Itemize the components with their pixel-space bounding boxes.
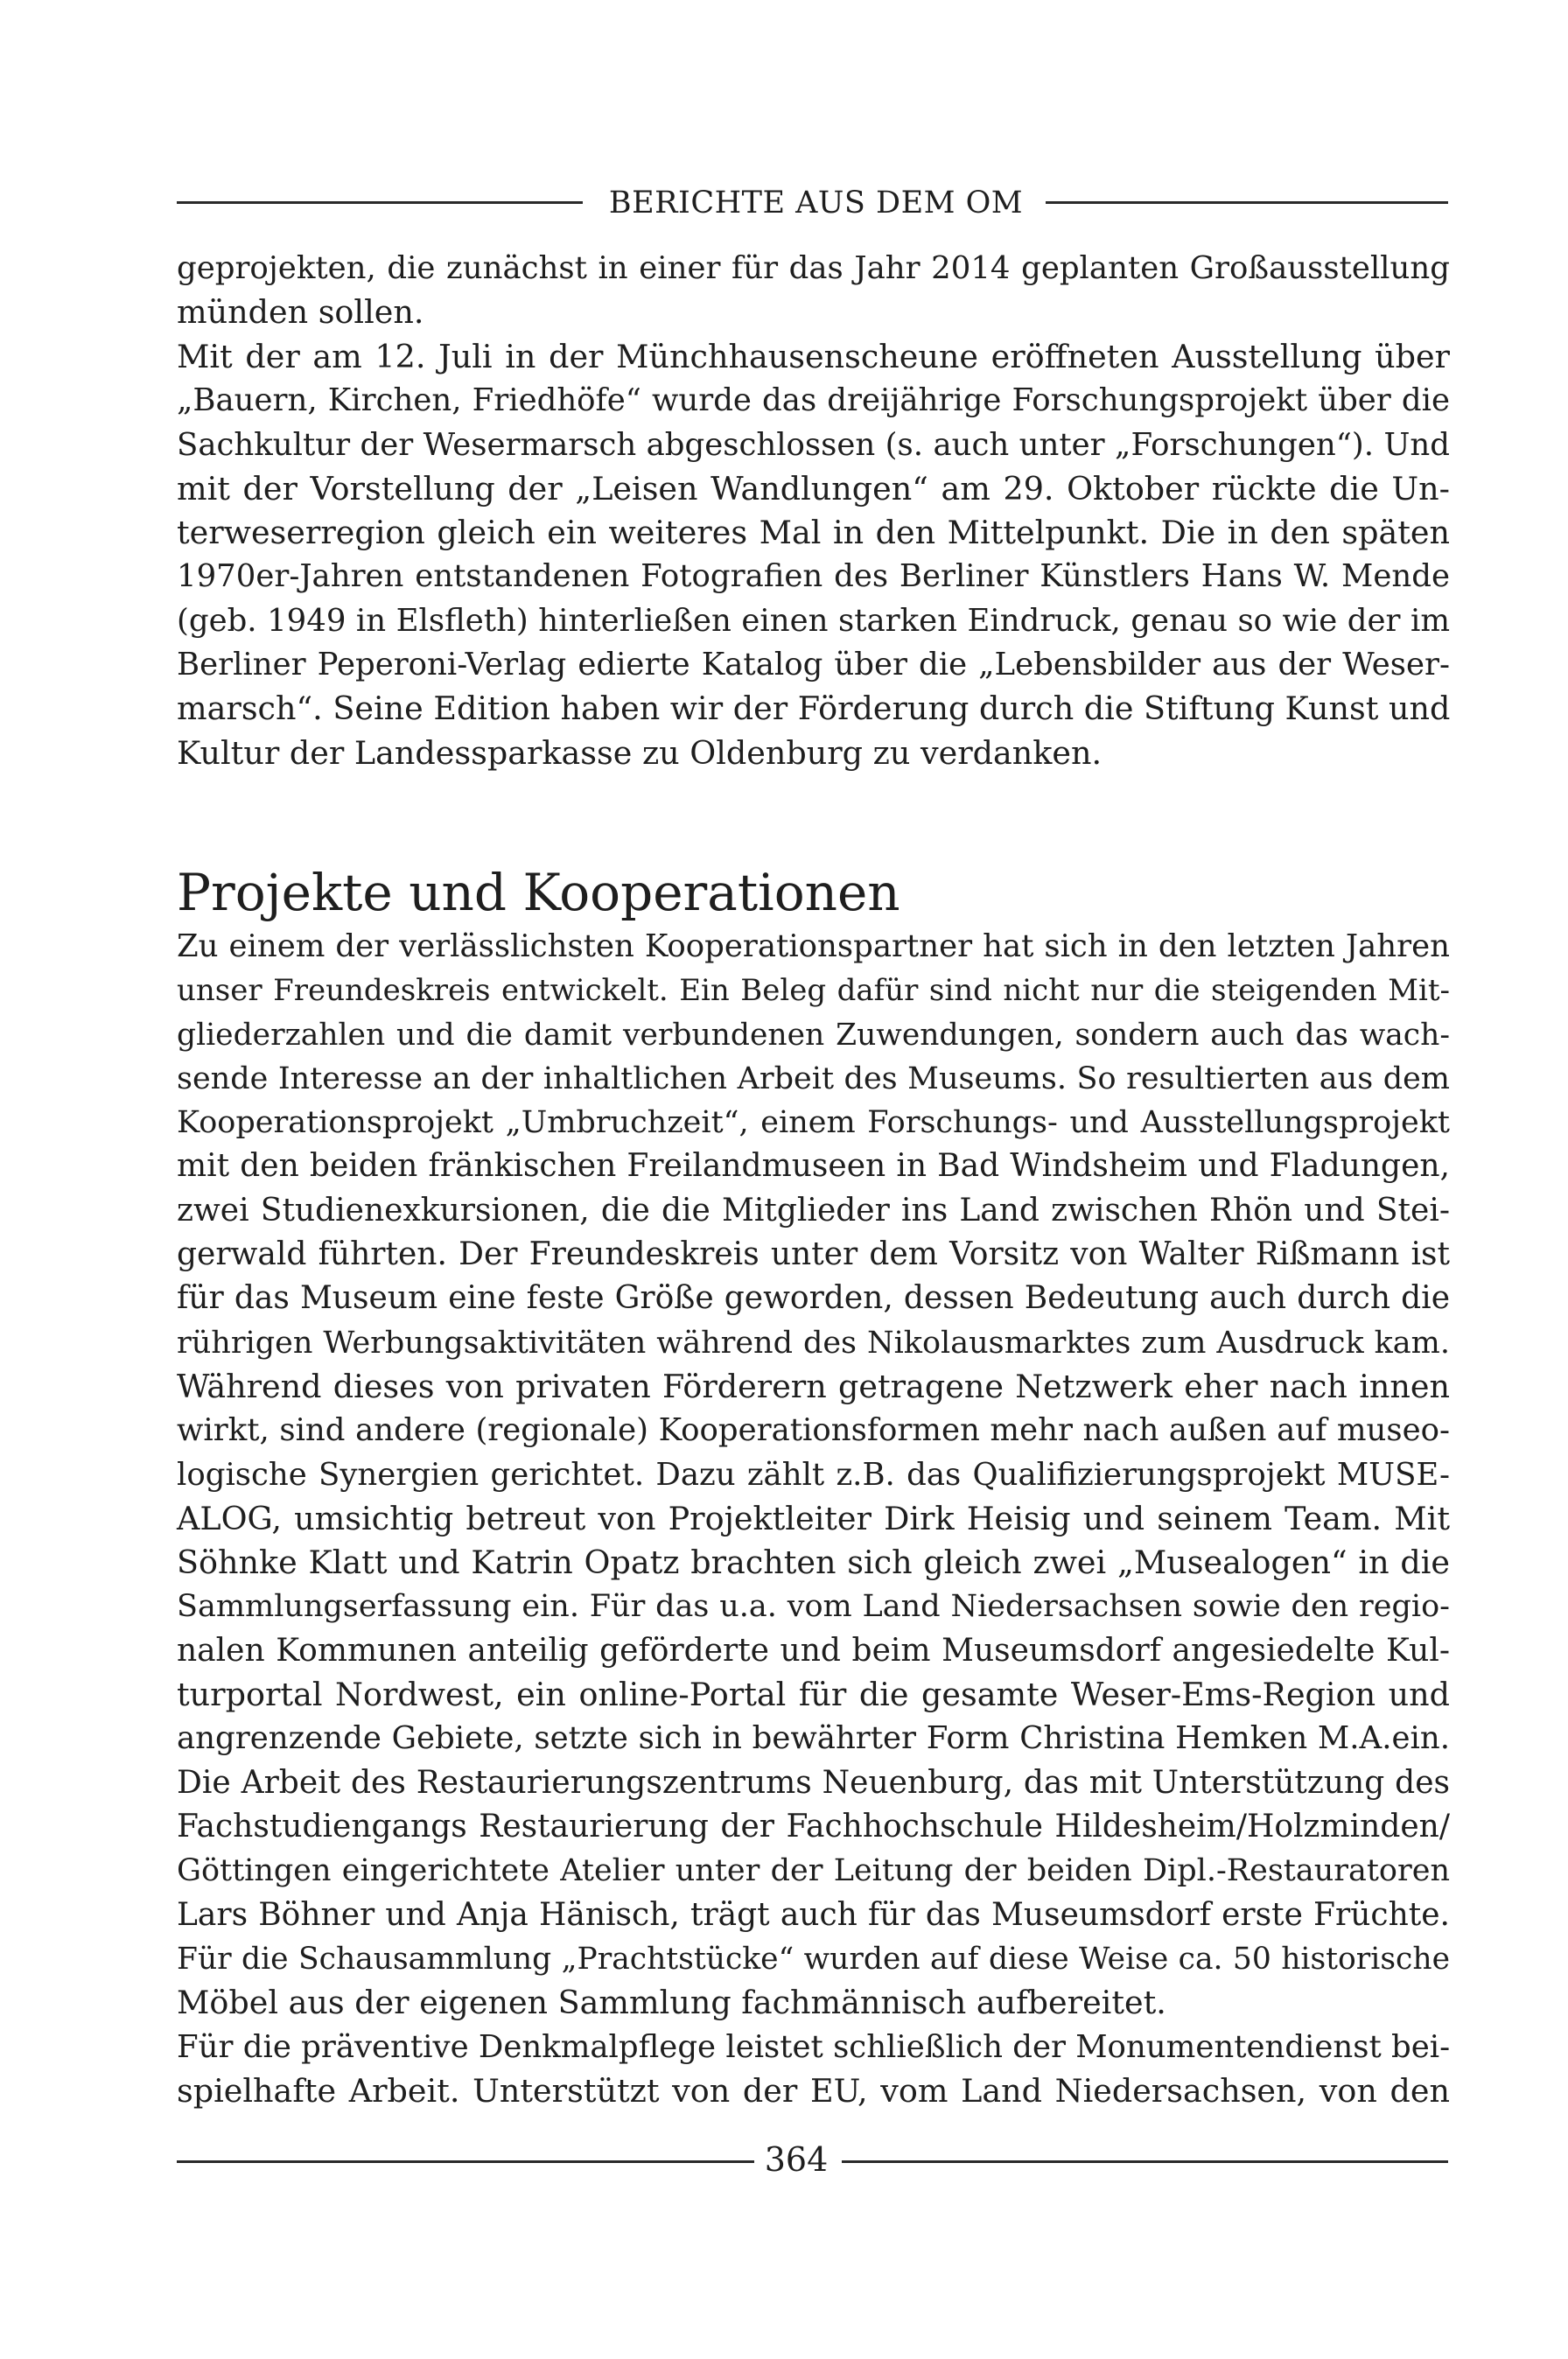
text-line: Söhnke Klatt und Katrin Opatz brachten sich gleich zwei „Musealogen“ in die xyxy=(177,1544,1450,1582)
section-heading: Projekte und Kooperationen xyxy=(177,863,900,922)
text-line: Für die präventive Denkmalpflege leistet schließlich der Monumentendienst bei- xyxy=(177,2029,1451,2065)
text-line: zwei Studienexkursionen, die die Mitglieder ins Land zwischen Rhön und Stei- xyxy=(177,1192,1450,1228)
text-line: „Bauern, Kirchen, Friedhöfe“ wurde das dreijährige Forschungsprojekt über die xyxy=(177,382,1450,419)
text-line: Möbel aus der eigenen Sammlung fachmännisch aufbereitet. xyxy=(177,1984,1166,2022)
text-line: ALOG, umsichtig betreut von Projektleiter Dirk Heisig und seinem Team. Mit xyxy=(177,1499,1450,1537)
text-line: Zu einem der verlässlichsten Kooperationspartner hat sich in den letzten Jahren xyxy=(177,928,1450,964)
text-line: nalen Kommunen anteilig geförderte und beim Museumsdorf angesiedelte Kul- xyxy=(177,1632,1450,1669)
text-line: wirkt, sind andere (regionale) Kooperationsformen mehr nach außen auf museo- xyxy=(177,1412,1450,1449)
footer-rule-right xyxy=(842,2160,1448,2163)
page-number: 364 xyxy=(764,2140,829,2179)
text-line: gliederzahlen und die damit verbundenen Zuwendungen, sondern auch das wach- xyxy=(177,1017,1450,1053)
paragraph-2 xyxy=(177,335,1450,775)
text-line: für das Museum eine feste Größe geworden, dessen Bedeutung auch durch die xyxy=(177,1280,1450,1317)
text-line: Die Arbeit des Restaurierungszentrums Neuenburg, das mit Unterstützung des xyxy=(177,1764,1450,1801)
text-line: (geb. 1949 in Elsfleth) hinterließen einen starken Eindruck, genau so wie der im xyxy=(177,602,1450,639)
text-line: terweserregion gleich ein weiteres Mal in den Mittelpunkt. Die in den späten xyxy=(177,514,1450,552)
text-line: spielhafte Arbeit. Unterstützt von der EU, vom Land Niedersachsen, von den xyxy=(177,2072,1450,2110)
text-line: Für die Schausammlung „Prachtstücke“ wurden auf diese Weise ca. 50 historische xyxy=(177,1941,1450,1977)
text-line: mit den beiden fränkischen Freilandmuseen in Bad Windsheim und Fladungen, xyxy=(177,1148,1450,1185)
text-line: marsch“. Seine Edition haben wir der Förderung durch die Stiftung Kunst und xyxy=(177,690,1451,728)
text-line: Mit der am 12. Juli in der Münchhausenscheune eröffneten Ausstellung über xyxy=(177,338,1450,375)
text-line: Kooperationsprojekt „Umbruchzeit“, einem Forschungs- und Ausstellungsprojekt xyxy=(177,1105,1450,1141)
text-line: Sammlungserfassung ein. Für das u.a. vom Land Niedersachsen sowie den regio- xyxy=(177,1589,1450,1625)
text-line: münden sollen. xyxy=(177,293,424,332)
text-line: Kultur der Landessparkasse zu Oldenburg zu verdanken. xyxy=(177,733,1102,772)
text-line: Während dieses von privaten Förderern getragene Netzwerk eher nach innen xyxy=(177,1367,1450,1405)
footer-rule-left xyxy=(177,2160,754,2163)
text-line: 1970er-Jahren entstandenen Fotografien des Berliner Künstlers Hans W. Mende xyxy=(177,558,1450,595)
text-line: sende Interesse an der inhaltlichen Arbeit des Museums. So resultierten aus dem xyxy=(177,1060,1450,1096)
text-line: Berliner Peperoni-Verlag edierte Katalog über die „Lebensbilder aus der Weser- xyxy=(177,647,1450,683)
text-line: Lars Böhner und Anja Hänisch, trägt auch für das Museumsdorf erste Früchte. xyxy=(177,1896,1450,1933)
text-line: Fachstudiengangs Restaurierung der Fachhochschule Hildesheim/Holzminden/ xyxy=(177,1808,1450,1844)
paragraph-3 xyxy=(177,925,1450,2025)
header-rule-right xyxy=(1046,201,1448,204)
header-rule-left xyxy=(177,201,583,204)
text-line: mit der Vorstellung der „Leisen Wandlungen“ am 29. Oktober rückte die Un- xyxy=(177,469,1450,508)
text-line: unser Freundeskreis entwickelt. Ein Beleg dafür sind nicht nur die steigenden Mit- xyxy=(177,973,1450,1009)
paragraph-4 xyxy=(177,2026,1450,2114)
text-line: Sachkultur der Wesermarsch abgeschlossen (s. auch unter „Forschungen“). Und xyxy=(177,426,1450,463)
text-line: gerwald führten. Der Freundeskreis unter dem Vorsitz von Walter Rißmann ist xyxy=(177,1236,1450,1273)
paragraph-1 xyxy=(177,247,1450,335)
text-line: geprojekten, die zunächst in einer für das Jahr 2014 geplanten Großausstellung xyxy=(177,250,1450,286)
text-line: angrenzende Gebiete, setzte sich in bewährter Form Christina Hemken M.A.ein. xyxy=(177,1720,1450,1757)
text-line: logische Synergien gerichtet. Dazu zählt z.B. das Qualifizierungsprojekt MUSE- xyxy=(177,1456,1450,1493)
text-line: turportal Nordwest, ein online-Portal für die gesamte Weser-Ems-Region und xyxy=(177,1676,1450,1714)
text-line: rührigen Werbungsaktivitäten während des Nikolausmarktes zum Ausdruck kam. xyxy=(177,1325,1450,1361)
text-line: Göttingen eingerichtete Atelier unter der Leitung der beiden Dipl.-Restauratoren xyxy=(177,1853,1450,1889)
running-header: BERICHTE AUS DEM OM xyxy=(608,186,1024,220)
